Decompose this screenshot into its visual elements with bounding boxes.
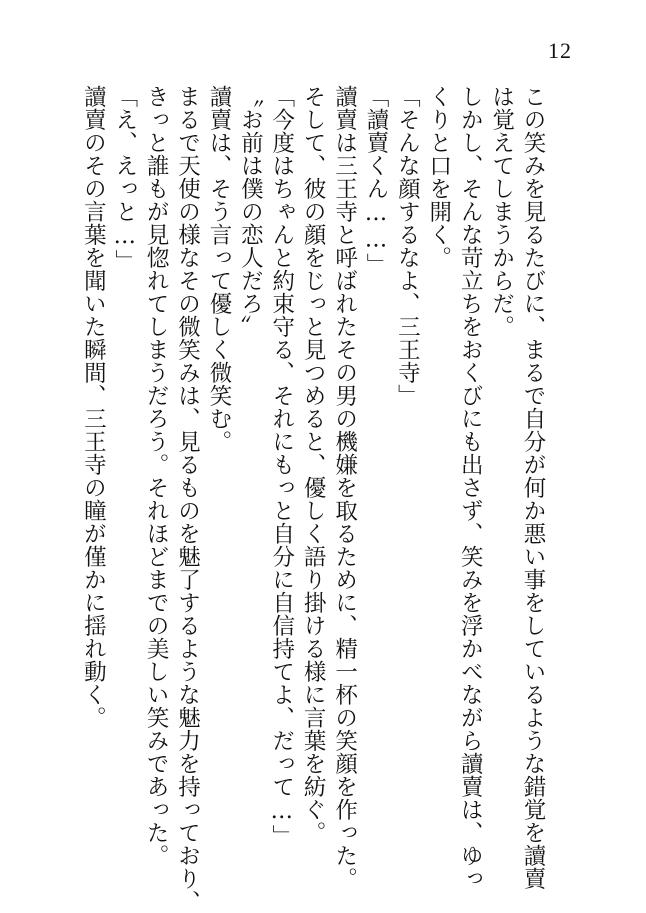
text-line: 讀賣のその言葉を聞いた瞬間、三王寺の瞳が僅かに揺れ動く。 [80,85,107,729]
text-line: 〝お前は僕の恋人だろ〟 [237,85,264,338]
text-line: この笑みを見るたびに、まるで自分が何か悪い事をしているような錯覚を讀賣 [520,85,546,890]
text-line: 「讀賣くん……」 [362,85,389,276]
body-text [77,85,548,913]
text-line: まるで天使の様なその微笑みは、見るものを魅了するような魅力を持っており、 [174,85,201,913]
text-line: きっと誰もが見惚れてしまうだろう。それほどまでの美しい笑みであった。 [143,85,170,867]
text-line: 讀賣は三王寺と呼ばれたその男の機嫌を取るために、精一杯の笑顔を作った。 [331,85,358,890]
text-line: 「え、えっと…」 [111,85,138,273]
text-line: そして、彼の顔をじっと見つめると、優しく語り掛ける様に言葉を紡ぐ。 [300,85,327,844]
text-line: しかし、そんな苛立ちをおくびにも出さず、笑みを浮かべながら讀賣は、ゆっ [457,85,484,890]
text-line: 「今度はちゃんと約束守る、それにもっと自分に自信持てよ、だって…」 [268,85,295,848]
text-line: は覚えてしまうからだ。 [488,85,515,338]
page-number: 12 [548,38,572,63]
text-line: 「そんな顔するなよ、三王寺」 [394,85,421,407]
text-line: くりと口を開く。 [425,85,452,269]
text-line: 讀賣は、そう言って優しく微笑む。 [205,85,232,453]
